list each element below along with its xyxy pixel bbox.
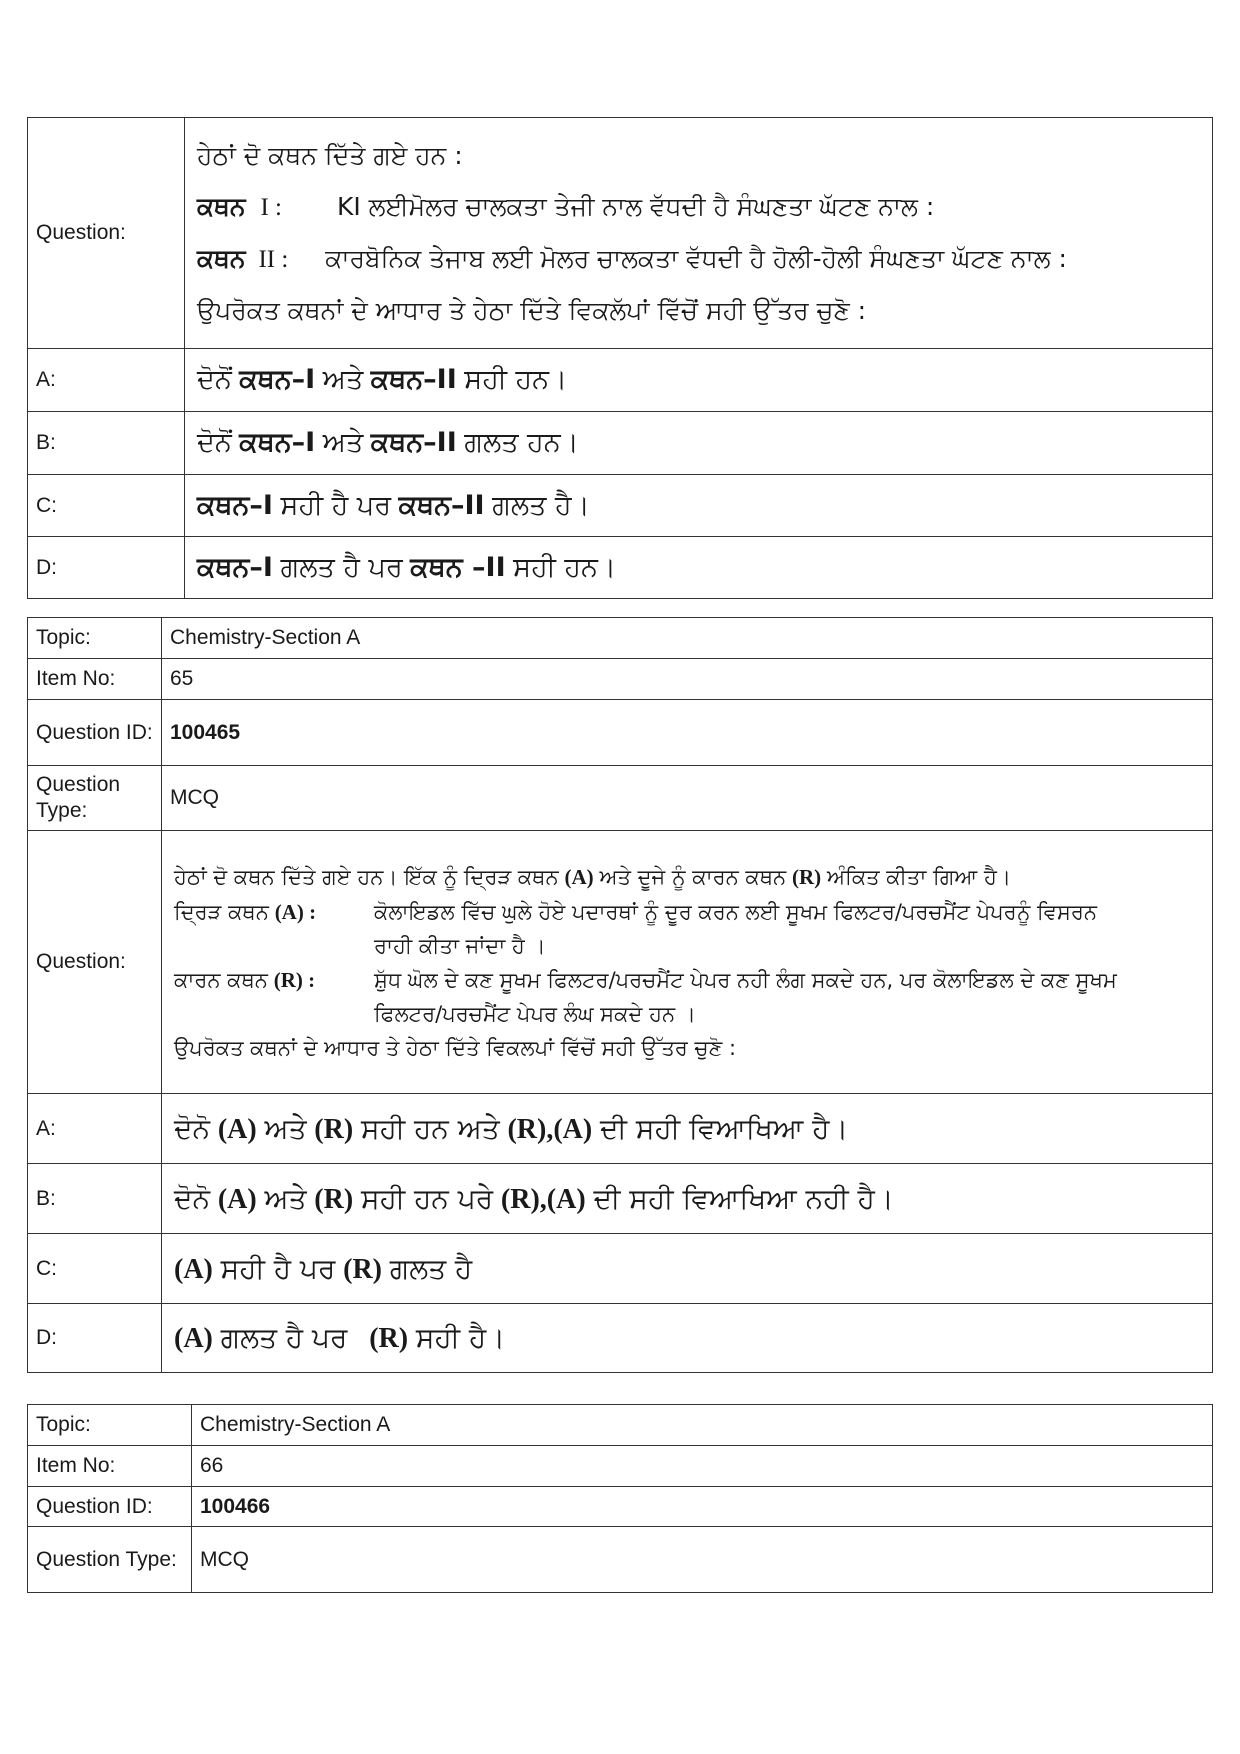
- question-id-value: 100465: [162, 700, 1213, 766]
- option-part: ਅਤੇ: [264, 1181, 307, 1215]
- option-part: ਅਤੇ: [264, 1111, 307, 1145]
- assertion-ref: (A): [217, 1183, 257, 1215]
- option-part: ਗਲਤ ਹਨ।: [464, 427, 579, 458]
- assertion-text: [374, 895, 1097, 963]
- option-part: ਦੋਨੋਂ: [197, 427, 232, 458]
- question-type-label: Question Type:: [28, 766, 162, 831]
- option-text[interactable]: [162, 1164, 1213, 1234]
- option-part: ਸਹੀ ਹੈ।: [415, 1321, 506, 1354]
- option-label: C:: [28, 475, 185, 537]
- topic-row: [28, 1405, 1213, 1446]
- reason-ref: (R): [792, 864, 822, 889]
- option-row-d: [28, 537, 1213, 599]
- option-label: A:: [28, 349, 185, 412]
- option-part: ਦੋਨੋ: [174, 1181, 211, 1215]
- option-part: ਦੋਨੋ: [174, 1111, 211, 1145]
- statement-1: [197, 181, 1200, 233]
- option-row-c: [28, 475, 1213, 537]
- topic-label: Topic:: [28, 1405, 192, 1446]
- option-label: A:: [28, 1094, 162, 1164]
- question-type-row: [28, 766, 1213, 831]
- question-id-row: [28, 700, 1213, 766]
- statement-ref: ਕਥਨ–I: [239, 427, 316, 458]
- statement-2-numeral: II :: [258, 246, 289, 273]
- question-label: Question:: [28, 118, 185, 349]
- question-type-value: MCQ: [192, 1527, 1213, 1593]
- option-text[interactable]: [162, 1094, 1213, 1164]
- question-id-label: Question ID:: [28, 700, 162, 766]
- assertion-line: ਰਾਹੀ ਕੀਤਾ ਜਾਂਦਾ ਹੈ ।: [374, 933, 546, 958]
- option-part: ਸਹੀ ਹਨ।: [464, 364, 568, 395]
- question-type-value: MCQ: [162, 766, 1213, 831]
- item-no-label: Item No:: [28, 1446, 192, 1487]
- reason-ref: (R): [343, 1253, 382, 1285]
- question-id-value: 100466: [192, 1487, 1213, 1527]
- option-text[interactable]: [185, 349, 1213, 412]
- option-part: ਸਹੀ ਹਨ ਪਰੇ: [360, 1181, 494, 1215]
- reason-text: [374, 963, 1117, 1031]
- question-type-row: [28, 1527, 1213, 1593]
- question-type-label: Question Type:: [28, 1527, 192, 1593]
- assertion-ref: (A): [564, 864, 594, 889]
- option-part: ਅਤੇ: [322, 364, 364, 395]
- option-text[interactable]: [185, 475, 1213, 537]
- statement-ref: ਕਥਨ–II: [398, 489, 485, 521]
- stem: [174, 860, 1200, 895]
- option-text[interactable]: [185, 412, 1213, 475]
- stem-intro: ਹੇਠਾਂ ਦੋ ਕਥਨ ਦਿੱਤੇ ਗਏ ਹਨ :: [197, 141, 463, 170]
- option-label: D:: [28, 537, 185, 599]
- topic-value: Chemistry-Section A: [162, 618, 1213, 659]
- statement-ref: ਕਥਨ–I: [239, 364, 316, 395]
- reason-assertion-ref: (R),(A): [500, 1183, 586, 1215]
- statement-ref: ਕਥਨ–I: [197, 489, 273, 521]
- instruction: ਉਪਰੋਕਤ ਕਥਨਾਂ ਦੇ ਆਧਾਰ ਤੇ ਹੇਠਾ ਦਿੱਤੇ ਵਿਕਲੱਪਾਂ ਵਿੱਚੋਂ ਸਹੀ ਉੱਤਰ ਚੁਣੋ :: [197, 296, 867, 325]
- question-block-1: [27, 117, 1213, 599]
- option-label: C:: [28, 1234, 162, 1304]
- assertion-ref: (A): [217, 1113, 257, 1145]
- statement-2: [197, 233, 1200, 285]
- option-part: ਗਲਤ ਹੈ: [389, 1251, 473, 1285]
- reason-label-wrap: [174, 963, 374, 1031]
- question-text: [162, 831, 1213, 1094]
- assertion-ref: (A): [174, 1323, 213, 1354]
- option-text[interactable]: [162, 1234, 1213, 1304]
- statement-ref: ਕਥਨ–II: [370, 364, 457, 395]
- question-row: [28, 118, 1213, 349]
- option-part: ਗਲਤ ਹੈ ਪਰ: [280, 551, 403, 583]
- assertion-ref: (A): [174, 1253, 213, 1285]
- option-row-b: [28, 412, 1213, 475]
- assertion-line: ਕੋਲਾਇਡਲ ਵਿੱਚ ਘੁਲੇ ਹੋਏ ਪਦਾਰਥਾਂ ਨੂੰ ਦੂਰ ਕਰਨ ਲਈ ਸੂਖਮ ਫਿਲਟਰ/ਪਰਚਮੈਂਟ ਪੇਪਰਨੂੰ ਵਿਸਰਨ: [374, 899, 1098, 924]
- statement-1-numeral: I :: [260, 194, 283, 221]
- assertion-label-wrap: [174, 895, 374, 963]
- question-id-label: Question ID:: [28, 1487, 192, 1527]
- option-part: ਸਹੀ ਹੈ ਪਰ: [280, 489, 392, 521]
- stem-part: ਅੰਕਿਤ ਕੀਤਾ ਗਿਆ ਹੈ।: [827, 864, 1011, 889]
- statement-1-label: ਕਥਨ: [197, 192, 246, 221]
- option-part: ਅਤੇ: [322, 427, 364, 458]
- reason-assertion-ref: (R),(A): [507, 1113, 593, 1145]
- instruction: ਉਪਰੋਕਤ ਕਥਨਾਂ ਦੇ ਆਧਾਰ ਤੇ ਹੇਠਾ ਦਿੱਤੇ ਵਿਕਲਪਾਂ ਵਿੱਚੋਂ ਸਹੀ ਉੱਤਰ ਚੁਣੋ :: [174, 1035, 737, 1060]
- topic-value: Chemistry-Section A: [192, 1405, 1213, 1446]
- option-label: B:: [28, 1164, 162, 1234]
- assertion-statement: [174, 895, 1200, 963]
- option-row-a: [28, 1094, 1213, 1164]
- reason-label: ਕਾਰਨ ਕਥਨ: [174, 967, 268, 992]
- statement-2-text: ਕਾਰਬੋਨਿਕ ਤੇਜਾਬ ਲਈ ਮੋਲਰ ਚਾਲਕਤਾ ਵੱਧਦੀ ਹੈ ਹੋਲੀ-ਹੋਲੀ ਸੰਘਣਤਾ ਘੱਟਣ ਨਾਲ :: [325, 244, 1067, 273]
- question-id-row: [28, 1487, 1213, 1527]
- topic-label: Topic:: [28, 618, 162, 659]
- option-label: D:: [28, 1304, 162, 1373]
- question-row: [28, 831, 1213, 1094]
- option-part: ਦੋਨੋਂ: [197, 364, 232, 395]
- option-text[interactable]: [185, 537, 1213, 599]
- statement-ref: ਕਥਨ –II: [410, 551, 506, 583]
- question-block-3: [27, 1404, 1213, 1593]
- option-part: ਗਲਤ ਹੈ ਪਰ: [220, 1321, 348, 1354]
- statement-ref: ਕਥਨ–II: [370, 427, 457, 458]
- option-row-c: [28, 1234, 1213, 1304]
- option-text[interactable]: [162, 1304, 1213, 1373]
- option-label: B:: [28, 412, 185, 475]
- stem-part: ਹੇਠਾਂ ਦੋ ਕਥਨ ਦਿੱਤੇ ਗਏ ਹਨ। ਇੱਕ ਨੂੰ ਦ੍ਰਿੜ ਕਥਨ: [174, 864, 559, 889]
- item-no-value: 66: [192, 1446, 1213, 1487]
- question-label: Question:: [28, 831, 162, 1094]
- option-row-a: [28, 349, 1213, 412]
- option-part: ਦੀ ਸਹੀ ਵਿਆਖਿਆ ਨਹੀ ਹੈ।: [593, 1181, 894, 1215]
- item-no-label: Item No:: [28, 659, 162, 700]
- statement-ref: ਕਥਨ–I: [197, 551, 273, 583]
- option-part: ਸਹੀ ਹੈ ਪਰ: [220, 1251, 336, 1285]
- option-row-b: [28, 1164, 1213, 1234]
- topic-row: [28, 618, 1213, 659]
- reason-ref: (R): [369, 1323, 409, 1354]
- option-part: ਸਹੀ ਹਨ।: [513, 551, 617, 583]
- option-row-d: [28, 1304, 1213, 1373]
- option-part: ਦੀ ਸਹੀ ਵਿਆਖਿਆ ਹੈ।: [600, 1111, 849, 1145]
- reason-statement: [174, 963, 1200, 1031]
- reason-ref: (R): [314, 1183, 354, 1215]
- reason-ref: (R): [314, 1113, 354, 1145]
- stem-part: ਅਤੇ ਦੂਜੇ ਨੂੰ ਕਾਰਨ ਕਥਨ: [599, 864, 787, 889]
- question-block-2: [27, 617, 1213, 1373]
- item-no-value: 65: [162, 659, 1213, 700]
- item-no-row: [28, 1446, 1213, 1487]
- assertion-label: ਦ੍ਰਿੜ ਕਥਨ: [174, 899, 269, 924]
- assertion-tag: (A) :: [274, 899, 317, 924]
- option-part: ਗਲਤ ਹੈ।: [492, 489, 590, 521]
- statement-2-label: ਕਥਨ: [197, 244, 246, 273]
- option-part: ਸਹੀ ਹਨ ਅਤੇ: [360, 1111, 500, 1145]
- question-text: [185, 118, 1213, 349]
- reason-line: ਫਿਲਟਰ/ਪਰਚਮੈਂਟ ਪੇਪਰ ਲੰਘ ਸਕਦੇ ਹਨ ।: [374, 1001, 696, 1026]
- reason-tag: (R) :: [273, 967, 316, 992]
- reason-line: ਸ਼ੁੱਧ ਘੋਲ ਦੇ ਕਣ ਸੂਖਮ ਫਿਲਟਰ/ਪਰਚਮੈਂਟ ਪੇਪਰ ਨਹੀ ਲੰਗ ਸਕਦੇ ਹਨ, ਪਰ ਕੋਲਾਇਡਲ ਦੇ ਕਣ ਸੂਖਮ: [374, 967, 1117, 992]
- item-no-row: [28, 659, 1213, 700]
- statement-1-text: KI ਲਈਮੋਲਰ ਚਾਲਕਤਾ ਤੇਜੀ ਨਾਲ ਵੱਧਦੀ ਹੈ ਸੰਘਣਤਾ ਘੱਟਣ ਨਾਲ :: [336, 192, 935, 221]
